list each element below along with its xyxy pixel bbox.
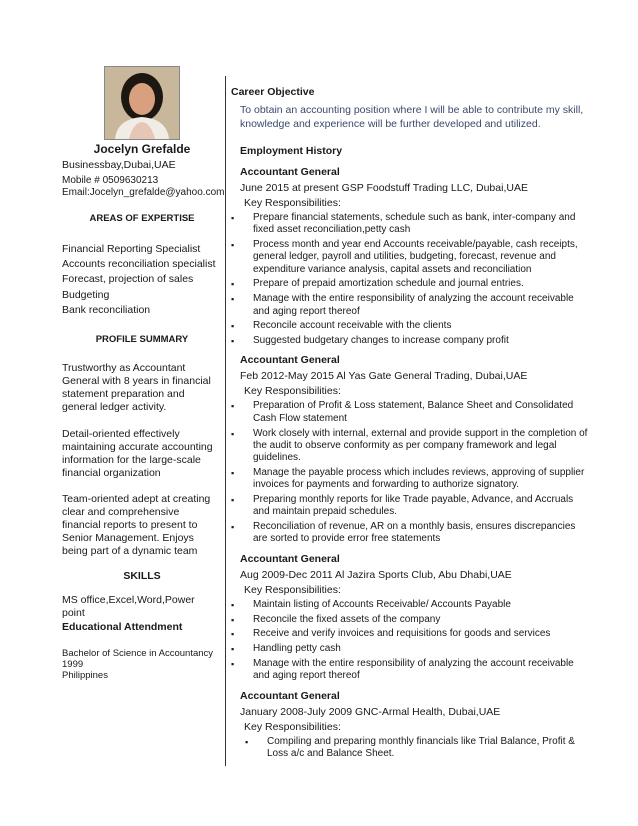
list-item: ▪ Manage with the entire responsibility of analyzing the account receivable and aging report thereof — [231, 293, 591, 318]
responsibilities-label: Key Responsibilities: — [244, 197, 341, 209]
objective-heading: Career Objective — [231, 86, 315, 98]
profile-photo — [104, 66, 180, 140]
list-item: ▪ Reconciliation of revenue, AR on a monthly basis, ensures discrepancies are sorted to provide error free statements — [231, 521, 591, 546]
list-item: ▪ Prepare of prepaid amortization schedule and journal entries. — [231, 278, 591, 290]
list-item: ▪ Manage the payable process which includes reviews, approving of supplier invoices for payments and forwarding to authorize signatory. — [231, 467, 591, 492]
list-item: ▪ Suggested budgetary changes to increase company profit — [231, 335, 591, 347]
list-item: ▪ Work closely with internal, external and provide support in the completion of the audit to observe conformity as per company framework and legal guidelines. — [231, 428, 591, 465]
expertise-heading: AREAS OF EXPERTISE — [89, 213, 195, 224]
expertise-item: Budgeting — [62, 289, 110, 301]
job-title: Accountant General — [240, 166, 340, 178]
summary-heading: PROFILE SUMMARY — [95, 334, 189, 345]
skills-text: MS office,Excel,Word,Power point — [62, 594, 195, 619]
employment-heading: Employment History — [240, 145, 343, 157]
mobile-text: Mobile # 0509630213 — [62, 175, 159, 186]
responsibility-list — [231, 599, 591, 683]
summary-paragraph: Trustworthy as Accountant General with 8 years in financial statement preparation and general ledger activity. — [62, 362, 211, 413]
responsibilities-label: Key Responsibilities: — [244, 583, 341, 596]
responsibility-list — [231, 400, 591, 545]
list-item: ▪ Handling petty cash — [231, 643, 591, 655]
summary-paragraph: Detail-oriented effectively maintaining accurate accounting information for the large-scale financial organization — [62, 428, 213, 479]
candidate-name: Jocelyn Grefalde — [93, 142, 191, 156]
main-column — [231, 86, 591, 763]
job-entry — [231, 354, 591, 545]
list-item: ▪ Maintain listing of Accounts Receivable/ Accounts Payable — [231, 599, 591, 611]
email-text: Email:Jocelyn_grefalde@yahoo.com — [62, 187, 225, 198]
responsibilities-label: Key Responsibilities: — [244, 385, 341, 398]
job-entry — [231, 553, 591, 683]
expertise-item: Forecast, projection of sales — [62, 273, 194, 285]
job-title: Accountant General — [240, 354, 340, 367]
expertise-item: Bank reconciliation — [62, 304, 151, 316]
job-entry — [231, 690, 591, 761]
education-degree: Bachelor of Science in Accountancy — [62, 648, 214, 659]
list-item: ▪ Reconcile account receivable with the clients — [231, 320, 591, 332]
objective-text: To obtain an accounting position where I will be able to contribute my skill, knowledge and experience will be further developed and utilized. — [240, 104, 584, 130]
education-heading: Educational Attendment — [62, 621, 183, 633]
job-period: Feb 2012-May 2015 Al Yas Gate General Trading, Dubai,UAE — [240, 370, 528, 383]
summary-paragraph: Team-oriented adept at creating clear and comprehensive financial reports to present to Senior Management. Enjoys being part of a dynamic team — [62, 493, 211, 557]
expertise-item: Accounts reconciliation specialist — [62, 258, 216, 270]
location-text: Businessbay,Dubai,UAE — [62, 159, 176, 171]
job-title: Accountant General — [240, 552, 340, 565]
responsibilities-label: Key Responsibilities: — [244, 720, 341, 733]
job-period: June 2015 at present GSP Foodstuff Trading LLC, Dubai,UAE — [240, 182, 528, 194]
skills-heading: SKILLS — [123, 570, 161, 582]
list-item: ▪ Prepare financial statements, schedule such as bank, inter-company and fixed asset reconciliation,petty cash — [231, 212, 591, 237]
list-item: ▪ Compiling and preparing monthly financials like Trial Balance, Profit & Loss a/c and Balance Sheet. — [245, 736, 591, 761]
list-item: ▪ Process month and year end Accounts receivable/payable, cash receipts, general ledger, payroll and utilities, budgeting, forecast, revenue and expenditure variance analysis, capital assets and reconciliation — [231, 239, 591, 276]
list-item: ▪ Reconcile the fixed assets of the company — [231, 614, 591, 626]
responsibility-list — [231, 212, 591, 347]
job-period: Aug 2009-Dec 2011 Al Jazira Sports Club, Abu Dhabi,UAE — [240, 568, 512, 581]
list-item: ▪ Preparation of Profit & Loss statement, Balance Sheet and Consolidated Cash Flow statement — [231, 400, 591, 425]
list-item: ▪ Preparing monthly reports for like Trade payable, Advance, and Accruals and maintain prepaid schedules. — [231, 494, 591, 519]
education-country: Philippines — [62, 670, 108, 681]
job-period: January 2008-July 2009 GNC-Armal Health, Dubai,UAE — [240, 705, 501, 718]
list-item: ▪ Receive and verify invoices and requisitions for goods and services — [231, 628, 591, 640]
job-entry — [231, 166, 591, 347]
portrait-image — [105, 67, 179, 139]
education-year: 1999 — [62, 659, 84, 670]
list-item: ▪ Manage with the entire responsibility of analyzing the account receivable and aging report thereof — [231, 658, 591, 683]
responsibility-list — [245, 736, 591, 761]
column-divider — [225, 76, 226, 766]
job-title: Accountant General — [240, 689, 340, 702]
expertise-item: Financial Reporting Specialist — [62, 243, 201, 255]
